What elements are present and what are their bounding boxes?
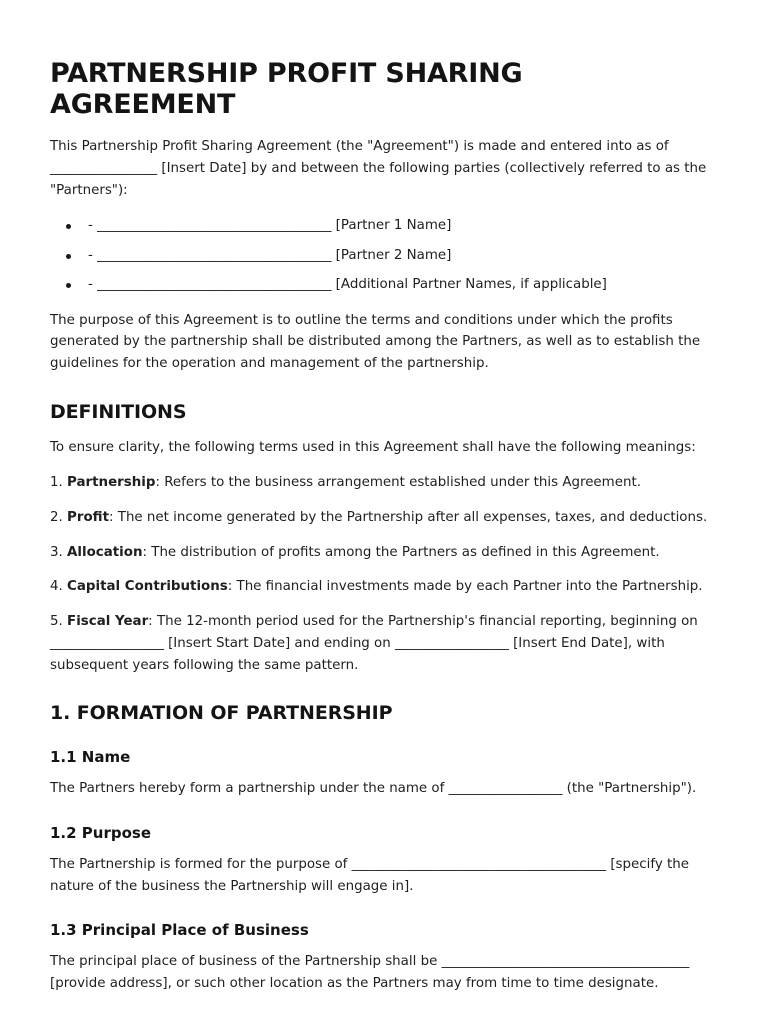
definition-item-3 <box>50 542 708 564</box>
definition-number: 1. <box>50 475 63 491</box>
definition-term: Fiscal Year <box>67 614 149 630</box>
definition-text: : The distribution of profits among the Partners as defined in this Agreement. <box>142 544 660 560</box>
definition-term: Partnership <box>67 475 156 491</box>
definitions-heading: DEFINITIONS <box>50 400 187 423</box>
definition-text: : The financial investments made by each Partner into the Partnership. <box>227 579 703 595</box>
definitions-lead: To ensure clarity, the following terms used in this Agreement shall have the following meanings: <box>50 439 696 455</box>
intro-paragraph: This Partnership Profit Sharing Agreement (the "Agreement") is made and entered into as of ________________ [Insert Date] by and between the following parties (collectively referred to as the "Partners"): <box>50 139 707 198</box>
definition-item-1 <box>50 472 708 494</box>
list-item: - ___________________________________ [Partner 1 Name] <box>50 215 708 236</box>
subsection-body-principal-place: The principal place of business of the Partnership shall be _____________________________________ [provide address], or such other location as the Partners may from time to time designate. <box>50 954 690 992</box>
list-item: - ___________________________________ [Additional Partner Names, if applicable] <box>50 274 708 295</box>
definition-term: Allocation <box>67 544 143 560</box>
definition-item-4 <box>50 576 708 598</box>
subsection-body-purpose: The Partnership is formed for the purpose of ______________________________________ [specify the nature of the business the Partnership will engage in]. <box>50 856 689 894</box>
definition-text: : Refers to the business arrangement established under this Agreement. <box>155 475 641 491</box>
purpose-paragraph: The purpose of this Agreement is to outline the terms and conditions under which the profits generated by the partnership shall be distributed among the Partners, as well as to establish the guidelines for the operation and management of the partnership. <box>50 312 701 371</box>
formation-heading: 1. FORMATION OF PARTNERSHIP <box>50 702 393 725</box>
subsection-heading-purpose: 1.2 Purpose <box>50 823 152 842</box>
definition-item-2 <box>50 507 708 529</box>
parties-list <box>50 215 708 295</box>
page-title: PARTNERSHIP PROFIT SHARING AGREEMENT <box>50 58 523 121</box>
definition-term: Profit <box>67 510 109 526</box>
subsection-body-name: The Partners hereby form a partnership under the name of _________________ (the "Partnership"). <box>50 781 697 797</box>
subsection-heading-name: 1.1 Name <box>50 748 131 767</box>
list-item: - ___________________________________ [Partner 2 Name] <box>50 245 708 266</box>
definition-number: 5. <box>50 614 63 630</box>
definition-number: 4. <box>50 579 63 595</box>
subsection-heading-principal-place: 1.3 Principal Place of Business <box>50 921 309 940</box>
definition-term: Capital Contributions <box>67 579 228 595</box>
definition-text: : The 12-month period used for the Partnership's financial reporting, beginning on _________________ [Insert Start Date] and ending on _________________ [Insert End Date], with subsequent years following the same pattern. <box>50 614 698 673</box>
definition-item-5 <box>50 611 708 676</box>
definition-text: : The net income generated by the Partnership after all expenses, taxes, and deductions. <box>109 510 708 526</box>
definition-number: 2. <box>50 510 63 526</box>
definition-number: 3. <box>50 544 63 560</box>
